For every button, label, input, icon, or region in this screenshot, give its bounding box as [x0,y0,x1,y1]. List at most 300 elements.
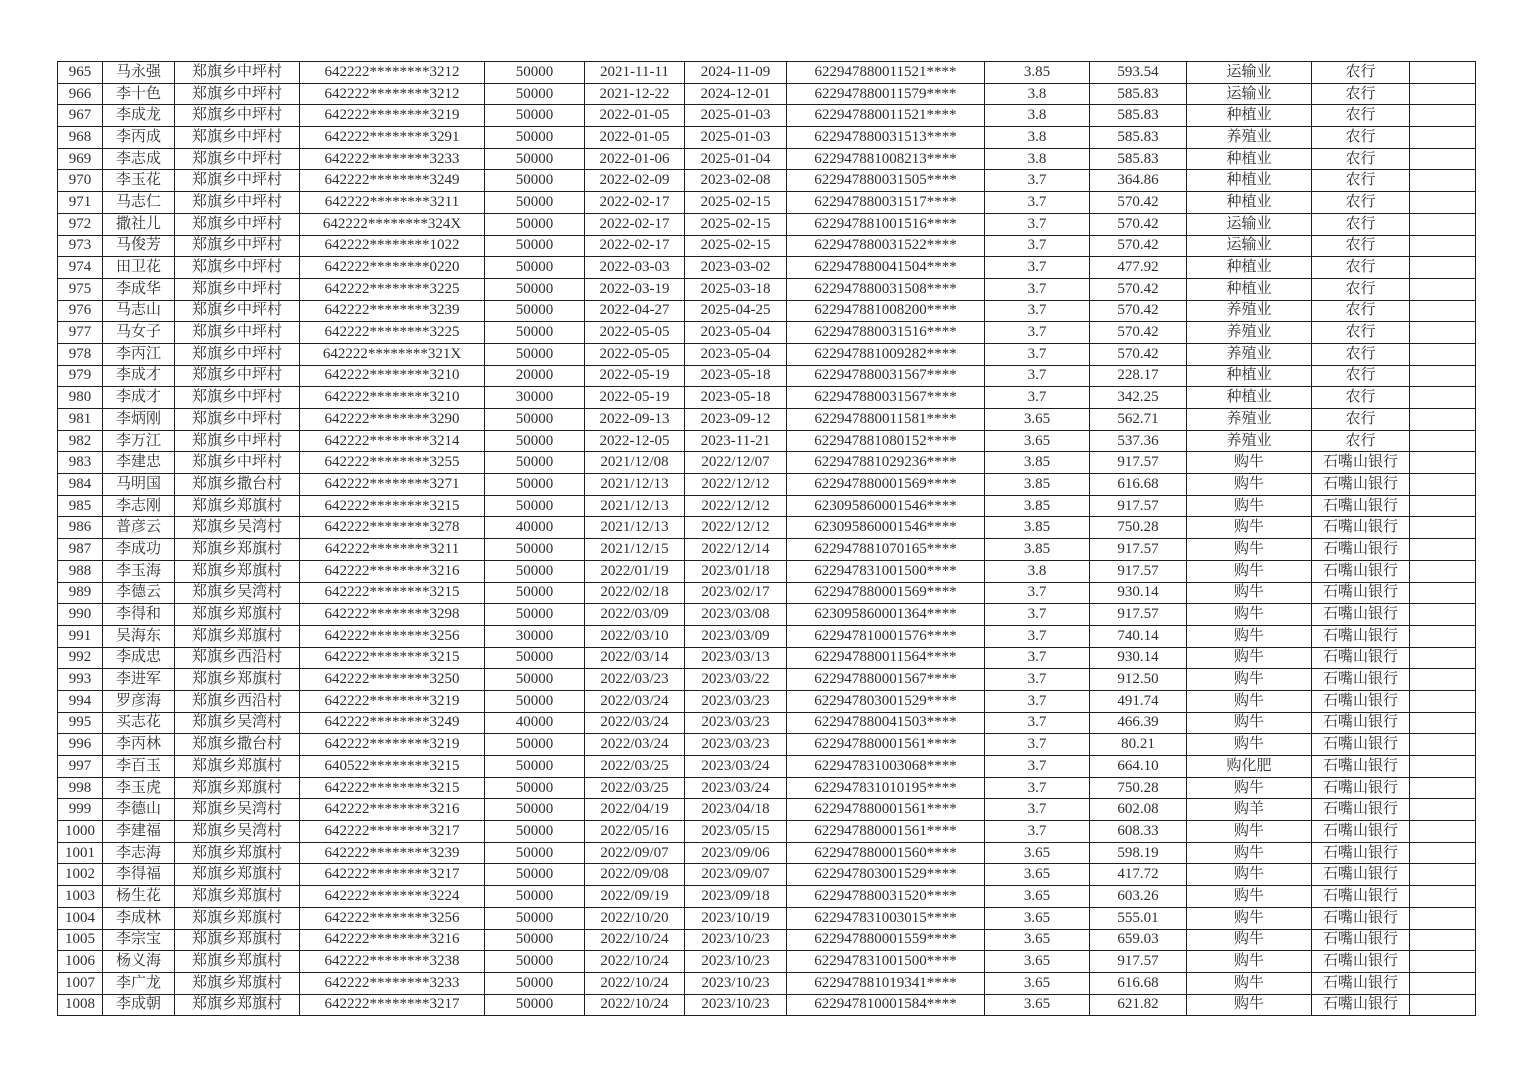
cell-bank: 石嘴山银行 [1312,539,1410,561]
cell-start-date: 2022-01-06 [585,148,685,170]
cell-seq-number: 968 [58,127,103,149]
cell-borrower-name: 李万江 [103,430,175,452]
cell-id-number: 642222********3238 [300,951,485,973]
cell-borrower-name: 吴海东 [103,625,175,647]
cell-start-date: 2022-05-05 [585,322,685,344]
cell-bank: 石嘴山银行 [1312,994,1410,1016]
cell-village: 郑旗乡中坪村 [175,170,300,192]
cell-bank: 农行 [1312,409,1410,431]
cell-interest-rate: 3.65 [985,864,1090,886]
cell-village: 郑旗乡中坪村 [175,343,300,365]
cell-loan-amount: 50000 [485,257,585,279]
cell-start-date: 2022/10/20 [585,907,685,929]
cell-start-date: 2022/03/24 [585,690,685,712]
cell-loan-purpose: 种植业 [1187,170,1312,192]
cell-bank: 农行 [1312,278,1410,300]
cell-borrower-name: 李成才 [103,387,175,409]
cell-loan-purpose: 购牛 [1187,712,1312,734]
cell-bank: 农行 [1312,300,1410,322]
cell-end-date: 2023-11-21 [685,430,787,452]
cell-borrower-name: 李炳刚 [103,409,175,431]
table-row [58,495,1476,517]
cell-interest-rate: 3.7 [985,821,1090,843]
cell-start-date: 2022/10/24 [585,951,685,973]
cell-end-date: 2022/12/12 [685,495,787,517]
cell-loan-amount: 40000 [485,517,585,539]
cell-end-date: 2025-01-03 [685,127,787,149]
cell-interest-rate: 3.85 [985,62,1090,84]
cell-interest-amount: 616.68 [1090,474,1187,496]
cell-loan-amount: 50000 [485,951,585,973]
cell-end-date: 2023-05-04 [685,322,787,344]
cell-extra [1410,712,1476,734]
cell-extra [1410,387,1476,409]
cell-interest-rate: 3.65 [985,430,1090,452]
cell-seq-number: 985 [58,495,103,517]
cell-interest-amount: 917.57 [1090,452,1187,474]
cell-end-date: 2023/09/18 [685,886,787,908]
cell-card-number: 622947803001529**** [787,864,985,886]
cell-loan-amount: 50000 [485,474,585,496]
cell-interest-amount: 570.42 [1090,300,1187,322]
cell-end-date: 2023/01/18 [685,560,787,582]
cell-start-date: 2022/04/19 [585,799,685,821]
cell-extra [1410,864,1476,886]
cell-bank: 石嘴山银行 [1312,604,1410,626]
cell-borrower-name: 李成才 [103,365,175,387]
cell-loan-amount: 40000 [485,712,585,734]
cell-interest-rate: 3.7 [985,257,1090,279]
cell-end-date: 2022/12/12 [685,517,787,539]
cell-loan-purpose: 购牛 [1187,842,1312,864]
cell-borrower-name: 李玉花 [103,170,175,192]
table-row [58,690,1476,712]
cell-interest-rate: 3.65 [985,994,1090,1016]
loan-table-body [58,62,1476,1016]
cell-loan-purpose: 购牛 [1187,907,1312,929]
cell-card-number: 622947880011579**** [787,83,985,105]
cell-card-number: 622947880011581**** [787,409,985,431]
cell-card-number: 622947880031567**** [787,365,985,387]
table-row [58,777,1476,799]
cell-card-number: 622947880031520**** [787,886,985,908]
cell-bank: 石嘴山银行 [1312,907,1410,929]
cell-interest-rate: 3.7 [985,712,1090,734]
cell-end-date: 2024-11-09 [685,62,787,84]
cell-village: 郑旗乡郑旗村 [175,539,300,561]
cell-end-date: 2023-03-02 [685,257,787,279]
cell-start-date: 2021/12/15 [585,539,685,561]
cell-loan-purpose: 种植业 [1187,192,1312,214]
cell-seq-number: 980 [58,387,103,409]
cell-card-number: 622947881019341**** [787,972,985,994]
cell-village: 郑旗乡撒台村 [175,474,300,496]
cell-id-number: 642222********3233 [300,148,485,170]
table-row [58,842,1476,864]
cell-id-number: 642222********3224 [300,886,485,908]
cell-loan-purpose: 种植业 [1187,278,1312,300]
cell-loan-amount: 50000 [485,994,585,1016]
cell-loan-amount: 50000 [485,647,585,669]
cell-start-date: 2022-03-19 [585,278,685,300]
cell-end-date: 2023/04/18 [685,799,787,821]
table-row [58,821,1476,843]
cell-interest-amount: 570.42 [1090,322,1187,344]
cell-loan-purpose: 购牛 [1187,821,1312,843]
cell-bank: 农行 [1312,105,1410,127]
cell-extra [1410,777,1476,799]
cell-start-date: 2022-12-05 [585,430,685,452]
cell-interest-amount: 80.21 [1090,734,1187,756]
cell-loan-purpose: 运输业 [1187,213,1312,235]
cell-loan-purpose: 养殖业 [1187,343,1312,365]
cell-borrower-name: 李志刚 [103,495,175,517]
cell-end-date: 2023/03/09 [685,625,787,647]
cell-card-number: 622947880001561**** [787,799,985,821]
table-row [58,322,1476,344]
cell-extra [1410,647,1476,669]
cell-borrower-name: 李广龙 [103,972,175,994]
cell-interest-amount: 621.82 [1090,994,1187,1016]
cell-id-number: 642222********3291 [300,127,485,149]
cell-card-number: 622947880011564**** [787,647,985,669]
cell-interest-amount: 930.14 [1090,582,1187,604]
cell-seq-number: 989 [58,582,103,604]
cell-id-number: 642222********3212 [300,83,485,105]
cell-interest-amount: 537.36 [1090,430,1187,452]
cell-interest-rate: 3.7 [985,387,1090,409]
cell-card-number: 622947881009282**** [787,343,985,365]
cell-card-number: 622947810001576**** [787,625,985,647]
cell-start-date: 2022-02-09 [585,170,685,192]
cell-village: 郑旗乡中坪村 [175,213,300,235]
cell-village: 郑旗乡中坪村 [175,300,300,322]
cell-id-number: 642222********3215 [300,495,485,517]
cell-start-date: 2022/02/18 [585,582,685,604]
cell-loan-amount: 50000 [485,278,585,300]
cell-interest-rate: 3.7 [985,625,1090,647]
table-row [58,756,1476,778]
cell-card-number: 622947831003015**** [787,907,985,929]
cell-village: 郑旗乡西沿村 [175,690,300,712]
cell-interest-amount: 417.72 [1090,864,1187,886]
cell-seq-number: 998 [58,777,103,799]
cell-village: 郑旗乡中坪村 [175,62,300,84]
cell-start-date: 2022/03/09 [585,604,685,626]
cell-loan-purpose: 购牛 [1187,777,1312,799]
cell-extra [1410,148,1476,170]
cell-start-date: 2022/09/07 [585,842,685,864]
cell-loan-purpose: 购牛 [1187,886,1312,908]
cell-extra [1410,669,1476,691]
cell-seq-number: 994 [58,690,103,712]
cell-borrower-name: 李建福 [103,821,175,843]
cell-id-number: 642222********3217 [300,864,485,886]
cell-card-number: 622947881008213**** [787,148,985,170]
cell-loan-amount: 50000 [485,864,585,886]
table-row [58,343,1476,365]
cell-loan-amount: 50000 [485,972,585,994]
cell-bank: 农行 [1312,430,1410,452]
cell-card-number: 622947880011521**** [787,105,985,127]
cell-interest-rate: 3.7 [985,777,1090,799]
cell-id-number: 642222********3249 [300,170,485,192]
cell-extra [1410,83,1476,105]
cell-village: 郑旗乡吴湾村 [175,799,300,821]
cell-seq-number: 973 [58,235,103,257]
cell-card-number: 622947881008200**** [787,300,985,322]
cell-loan-purpose: 购牛 [1187,972,1312,994]
cell-interest-amount: 750.28 [1090,777,1187,799]
cell-interest-amount: 740.14 [1090,625,1187,647]
cell-seq-number: 988 [58,560,103,582]
cell-extra [1410,170,1476,192]
cell-extra [1410,756,1476,778]
cell-card-number: 622947880031517**** [787,192,985,214]
cell-borrower-name: 李建忠 [103,452,175,474]
cell-village: 郑旗乡郑旗村 [175,604,300,626]
cell-interest-amount: 555.01 [1090,907,1187,929]
cell-loan-purpose: 购化肥 [1187,756,1312,778]
cell-seq-number: 996 [58,734,103,756]
cell-village: 郑旗乡中坪村 [175,278,300,300]
cell-bank: 石嘴山银行 [1312,929,1410,951]
cell-seq-number: 983 [58,452,103,474]
cell-village: 郑旗乡中坪村 [175,322,300,344]
loan-records-table [57,61,1476,1016]
cell-interest-rate: 3.8 [985,148,1090,170]
cell-extra [1410,365,1476,387]
cell-borrower-name: 李成华 [103,278,175,300]
cell-village: 郑旗乡吴湾村 [175,821,300,843]
cell-bank: 农行 [1312,127,1410,149]
cell-end-date: 2022/12/14 [685,539,787,561]
cell-bank: 农行 [1312,365,1410,387]
cell-loan-amount: 50000 [485,604,585,626]
cell-extra [1410,322,1476,344]
cell-loan-purpose: 购牛 [1187,647,1312,669]
cell-id-number: 642222********3256 [300,907,485,929]
cell-interest-rate: 3.7 [985,170,1090,192]
cell-interest-rate: 3.7 [985,343,1090,365]
cell-interest-rate: 3.65 [985,972,1090,994]
table-row [58,734,1476,756]
cell-village: 郑旗乡中坪村 [175,148,300,170]
cell-loan-purpose: 养殖业 [1187,127,1312,149]
cell-interest-amount: 659.03 [1090,929,1187,951]
cell-end-date: 2025-02-15 [685,235,787,257]
cell-borrower-name: 李德山 [103,799,175,821]
cell-id-number: 642222********3233 [300,972,485,994]
cell-village: 郑旗乡郑旗村 [175,972,300,994]
cell-start-date: 2022/01/19 [585,560,685,582]
cell-loan-amount: 50000 [485,322,585,344]
cell-start-date: 2021/12/08 [585,452,685,474]
cell-extra [1410,517,1476,539]
table-row [58,647,1476,669]
cell-interest-amount: 912.50 [1090,669,1187,691]
cell-extra [1410,799,1476,821]
cell-interest-amount: 616.68 [1090,972,1187,994]
cell-extra [1410,734,1476,756]
cell-seq-number: 992 [58,647,103,669]
cell-end-date: 2023-02-08 [685,170,787,192]
cell-seq-number: 982 [58,430,103,452]
cell-seq-number: 975 [58,278,103,300]
cell-card-number: 622947831001500**** [787,560,985,582]
cell-interest-amount: 466.39 [1090,712,1187,734]
cell-interest-rate: 3.7 [985,799,1090,821]
cell-seq-number: 1002 [58,864,103,886]
cell-loan-amount: 30000 [485,625,585,647]
cell-borrower-name: 李志海 [103,842,175,864]
cell-interest-rate: 3.7 [985,322,1090,344]
cell-seq-number: 970 [58,170,103,192]
cell-loan-purpose: 购牛 [1187,452,1312,474]
cell-interest-amount: 603.26 [1090,886,1187,908]
cell-loan-amount: 50000 [485,105,585,127]
cell-extra [1410,929,1476,951]
cell-interest-amount: 585.83 [1090,83,1187,105]
cell-interest-amount: 917.57 [1090,604,1187,626]
cell-loan-purpose: 购牛 [1187,669,1312,691]
cell-bank: 石嘴山银行 [1312,647,1410,669]
cell-village: 郑旗乡中坪村 [175,192,300,214]
cell-card-number: 622947880001567**** [787,669,985,691]
cell-borrower-name: 李成忠 [103,647,175,669]
cell-loan-amount: 50000 [485,452,585,474]
cell-loan-amount: 50000 [485,777,585,799]
cell-seq-number: 981 [58,409,103,431]
cell-loan-purpose: 购牛 [1187,495,1312,517]
cell-end-date: 2023-09-12 [685,409,787,431]
cell-village: 郑旗乡中坪村 [175,83,300,105]
cell-loan-purpose: 购牛 [1187,474,1312,496]
cell-loan-purpose: 购牛 [1187,929,1312,951]
cell-loan-amount: 50000 [485,235,585,257]
cell-loan-purpose: 运输业 [1187,62,1312,84]
cell-start-date: 2022-01-05 [585,127,685,149]
cell-borrower-name: 李成朝 [103,994,175,1016]
cell-loan-purpose: 购牛 [1187,560,1312,582]
cell-bank: 农行 [1312,148,1410,170]
cell-card-number: 622947880001569**** [787,474,985,496]
table-row [58,452,1476,474]
cell-village: 郑旗乡撒台村 [175,734,300,756]
cell-id-number: 642222********3256 [300,625,485,647]
cell-id-number: 642222********3216 [300,799,485,821]
cell-village: 郑旗乡郑旗村 [175,669,300,691]
cell-end-date: 2025-03-18 [685,278,787,300]
cell-start-date: 2021-12-22 [585,83,685,105]
cell-seq-number: 978 [58,343,103,365]
cell-bank: 石嘴山银行 [1312,582,1410,604]
cell-seq-number: 976 [58,300,103,322]
cell-loan-purpose: 购牛 [1187,625,1312,647]
cell-interest-rate: 3.85 [985,452,1090,474]
cell-loan-purpose: 购牛 [1187,994,1312,1016]
cell-id-number: 642222********3211 [300,192,485,214]
cell-bank: 农行 [1312,62,1410,84]
cell-borrower-name: 杨生花 [103,886,175,908]
cell-end-date: 2023/10/23 [685,994,787,1016]
cell-village: 郑旗乡郑旗村 [175,929,300,951]
cell-id-number: 642222********3219 [300,690,485,712]
cell-end-date: 2023-05-04 [685,343,787,365]
cell-extra [1410,409,1476,431]
cell-loan-amount: 50000 [485,756,585,778]
cell-interest-rate: 3.65 [985,951,1090,973]
cell-card-number: 622947880031508**** [787,278,985,300]
table-row [58,365,1476,387]
cell-borrower-name: 李成龙 [103,105,175,127]
cell-end-date: 2023/10/19 [685,907,787,929]
cell-id-number: 642222********3249 [300,712,485,734]
cell-id-number: 642222********3214 [300,430,485,452]
cell-end-date: 2025-02-15 [685,192,787,214]
cell-interest-rate: 3.7 [985,690,1090,712]
cell-loan-purpose: 购牛 [1187,539,1312,561]
cell-borrower-name: 李丙江 [103,343,175,365]
cell-loan-amount: 50000 [485,842,585,864]
cell-end-date: 2023/10/23 [685,951,787,973]
cell-borrower-name: 李成功 [103,539,175,561]
cell-start-date: 2022/03/25 [585,756,685,778]
cell-interest-amount: 364.86 [1090,170,1187,192]
cell-card-number: 622947880031522**** [787,235,985,257]
cell-id-number: 642222********3278 [300,517,485,539]
cell-bank: 石嘴山银行 [1312,452,1410,474]
cell-id-number: 642222********324X [300,213,485,235]
cell-card-number: 622947880011521**** [787,62,985,84]
cell-card-number: 622947880031516**** [787,322,985,344]
cell-borrower-name: 李成林 [103,907,175,929]
cell-bank: 农行 [1312,387,1410,409]
cell-village: 郑旗乡中坪村 [175,430,300,452]
cell-extra [1410,235,1476,257]
cell-id-number: 642222********1022 [300,235,485,257]
cell-id-number: 642222********3212 [300,62,485,84]
table-row [58,170,1476,192]
cell-card-number: 622947881070165**** [787,539,985,561]
cell-village: 郑旗乡中坪村 [175,257,300,279]
cell-end-date: 2023/09/07 [685,864,787,886]
cell-bank: 石嘴山银行 [1312,560,1410,582]
table-row [58,127,1476,149]
cell-seq-number: 972 [58,213,103,235]
cell-extra [1410,127,1476,149]
cell-loan-amount: 50000 [485,690,585,712]
cell-loan-purpose: 种植业 [1187,257,1312,279]
cell-end-date: 2023/09/06 [685,842,787,864]
cell-start-date: 2022/03/24 [585,734,685,756]
cell-extra [1410,886,1476,908]
cell-village: 郑旗乡郑旗村 [175,907,300,929]
cell-interest-rate: 3.8 [985,83,1090,105]
cell-interest-amount: 750.28 [1090,517,1187,539]
cell-loan-purpose: 养殖业 [1187,430,1312,452]
cell-village: 郑旗乡郑旗村 [175,560,300,582]
table-row [58,517,1476,539]
cell-seq-number: 979 [58,365,103,387]
cell-bank: 石嘴山银行 [1312,951,1410,973]
cell-seq-number: 987 [58,539,103,561]
cell-end-date: 2023/03/08 [685,604,787,626]
cell-interest-rate: 3.85 [985,495,1090,517]
cell-seq-number: 967 [58,105,103,127]
cell-seq-number: 984 [58,474,103,496]
cell-start-date: 2022-05-19 [585,387,685,409]
